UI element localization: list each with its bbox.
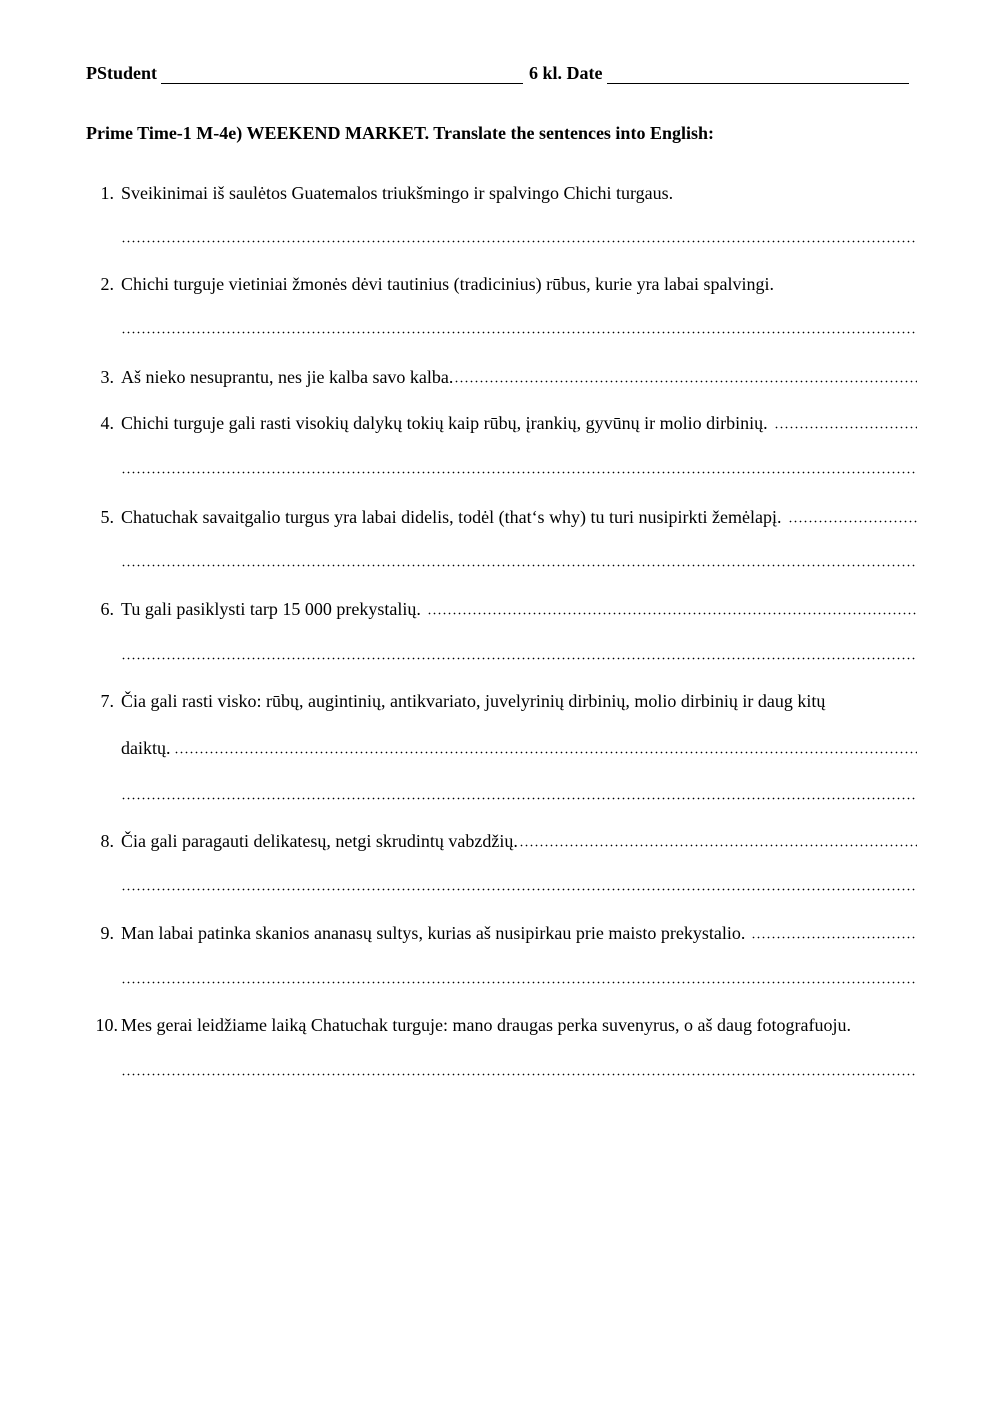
answer-line[interactable] [121,797,917,800]
item-row [121,922,917,944]
answer-line[interactable] [121,1073,917,1076]
item-sentence: Chatuchak savaitgalio turgus yra labai didelis, todėl (that‘s why) tu turi nusipirkti žemėlapį. [121,507,782,527]
item-row [121,598,917,620]
item-number: 3. [100,367,114,387]
item-sentence: Sveikinimai iš saulėtos Guatemalos triukšmingo ir spalvingo Chichi turgaus. [121,183,674,203]
item-sentence: Mes gerai leidžiame laiką Chatuchak turguje: mano draugas perka suvenyrus, o aš daug fotografuoju. [121,1015,851,1035]
item-sentence: Chichi turguje gali rasti visokių dalykų tokių kaip rūbų, įrankių, gyvūnų ir molio dirbinių. [121,413,768,433]
answer-line[interactable] [454,380,917,383]
answer-line[interactable] [121,471,917,474]
header-row [86,62,922,84]
item-sentence-continued: daiktų. [121,738,171,758]
item-number: 5. [100,507,114,527]
answer-line[interactable] [121,331,917,334]
answer-line[interactable] [788,520,917,523]
item-number: 9. [100,923,114,943]
item-number: 1. [100,183,114,203]
item-sentence: Čia gali rasti visko: rūbų, augintinių, antikvariato, juvelyrinių dirbinių, molio dirbinių ir daug kitų [121,691,826,711]
item-number: 7. [100,691,114,711]
answer-line[interactable] [751,936,917,939]
item-row [121,737,917,759]
date-blank[interactable] [607,64,909,84]
item-number: 6. [100,599,114,619]
item-sentence: Aš nieko nesuprantu, nes jie kalba savo kalba. [121,367,454,387]
item-number: 2. [100,274,114,294]
answer-line[interactable] [121,564,917,567]
answer-line[interactable] [774,426,917,429]
answer-line[interactable] [427,612,917,615]
class-date-label: 6 kl. Date [529,63,603,83]
item-row [121,506,917,528]
answer-line[interactable] [519,844,917,847]
answer-line[interactable] [121,888,917,891]
item-number: 8. [100,831,114,851]
answer-line[interactable] [174,751,918,754]
worksheet-title: Prime Time-1 M-4e) WEEKEND MARKET. Translate the sentences into English: [86,123,714,143]
item-number: 4. [100,413,114,433]
item-row [121,366,917,388]
item-number: 10. [95,1015,118,1035]
answer-line[interactable] [121,240,917,243]
item-sentence: Man labai patinka skanios ananasų sultys, kurias aš nusipirkau prie maisto prekystalio. [121,923,746,943]
item-row [121,830,917,852]
student-name-blank[interactable] [161,64,523,84]
student-label: PStudent [86,63,158,83]
item-sentence: Tu gali pasiklysti tarp 15 000 prekystalių. [121,599,421,619]
answer-line[interactable] [121,981,917,984]
item-row [121,412,917,434]
answer-line[interactable] [121,657,917,660]
item-sentence: Chichi turguje vietiniai žmonės dėvi tautinius (tradicinius) rūbus, kurie yra labai spalvingi. [121,274,775,294]
item-sentence: Čia gali paragauti delikatesų, netgi skrudintų vabzdžių. [121,831,518,851]
